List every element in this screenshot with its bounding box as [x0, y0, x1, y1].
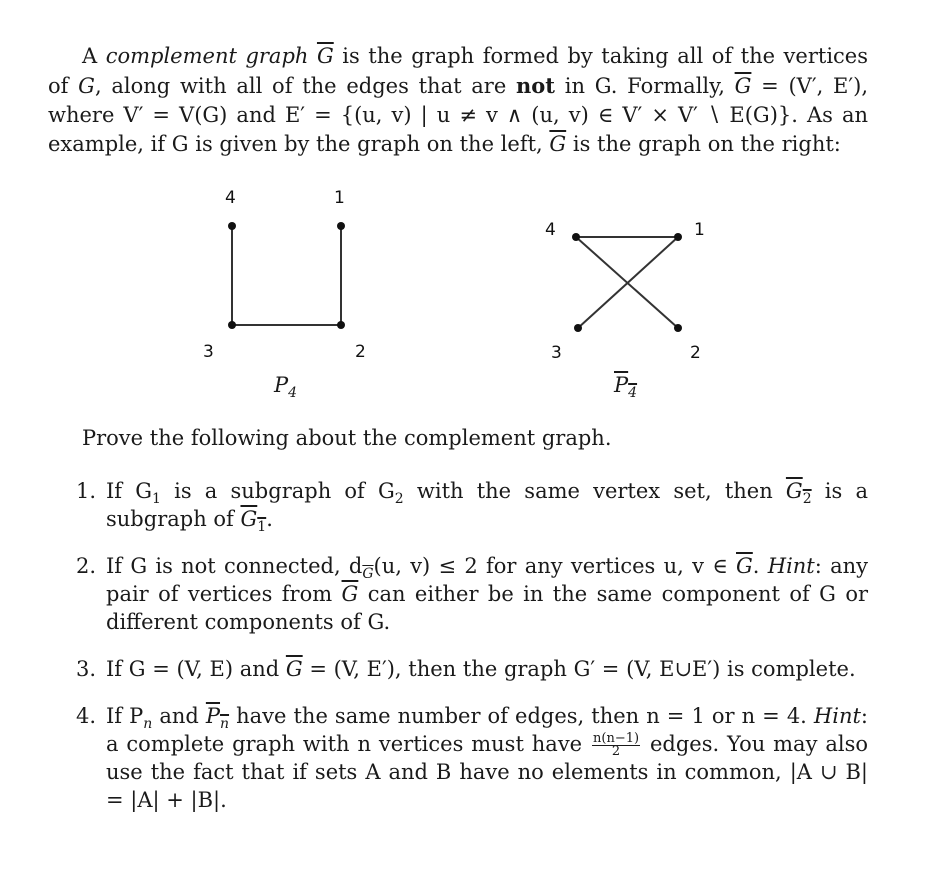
vertex-2 [337, 321, 345, 329]
vertex-2 [674, 324, 682, 332]
vertex-label-1: 1 [334, 188, 345, 208]
vertex-3 [228, 321, 236, 329]
vertex-label-3: 3 [551, 343, 562, 363]
graph-left [203, 188, 366, 362]
vertex-label-1: 1 [694, 220, 705, 240]
prove-heading: Prove the following about the complement graph. [82, 426, 612, 450]
vertex-label-2: 2 [690, 343, 701, 363]
term-complement-graph: complement graph [105, 44, 317, 68]
graph-right [545, 220, 705, 363]
fraction: $\frac{n(n-1)}{2}$ [593, 731, 640, 759]
list-item: 1. If $G_1$ is a subgraph of $G_2$ with the same vertex set, then $G_2$ is a subgraph of $G_1$. [76, 479, 868, 536]
list-item: 3. If G = (V, E) and $\overline{G} = (V$, E′), then the graph G′ = (V, E∪E′) is complete. [76, 657, 856, 681]
vertex-1 [337, 222, 345, 230]
vertex-1 [674, 233, 682, 241]
list-item: 4. If $P_n$ and $P_n$ have the same number of edges, then n = 1 or n = 4. Hint: a complete graph with n vertices must have $\frac{n(n-1)}{2}$ edges. You may also use the fact that if sets A and B have no elements in common, |A ∪ B| = |A| + |B|. [76, 704, 868, 812]
vertex-3 [574, 324, 582, 332]
caption-left: $P_4$ [274, 373, 298, 402]
vertex-4 [572, 233, 580, 241]
list-item: 2. If G is not connected, $d_{\overline{G}}(u$, v) ≤ 2 for any vertices u, v ∈ $\overline{G}$. Hint: any pair of vertices from $\overline{G}$ can either be in the same component of G or different components of G. [76, 554, 869, 634]
caption-right: $P_4$ [614, 373, 638, 402]
vertex-label-2: 2 [355, 342, 366, 362]
vertex-label-4: 4 [225, 188, 236, 208]
vertex-label-3: 3 [203, 342, 214, 362]
intro-paragraph: A complement graph $\overline{G}$ is the graph formed by taking all of the vertices of G, along with all of the edges that are not in G. Formally, $\overline{G} = (V'$, E′), where V′ = V(G) and E′ = {(u, v) | u ≠ v ∧ (u, v) ∈ V′ × V′ ∖ E(G)}. As an example, if G is given by the graph on the left, $\overline{G}$ is the graph on the right: [48, 44, 869, 156]
vertex-4 [228, 222, 236, 230]
problem-list [76, 477, 868, 833]
vertex-label-4: 4 [545, 220, 556, 240]
